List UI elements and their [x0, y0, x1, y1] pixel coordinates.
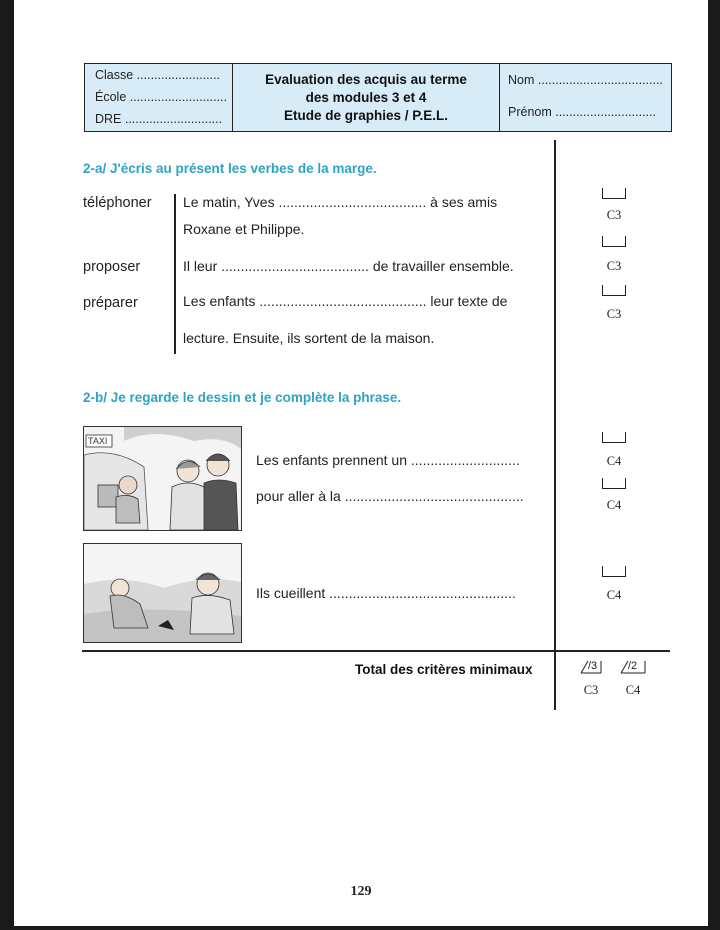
total-c3-label: C3: [583, 683, 599, 697]
criterion-label: C3: [606, 259, 622, 273]
total-c3-box[interactable]: [580, 660, 602, 674]
school-info: [85, 64, 233, 131]
section-b-title: 2-b/ Je regarde le dessin et je complète la phrase.: [83, 390, 402, 405]
total-c4-value: /2: [628, 660, 638, 672]
page-number: 129: [350, 884, 372, 899]
sentence-line: Ils cueillent ................................................: [256, 585, 516, 601]
verb-preparer: préparer: [83, 295, 138, 311]
student-info: [500, 64, 671, 131]
worksheet-page: [14, 0, 708, 926]
evaluation-title: Evaluation des acquis au terme des modules 3 et 4 Etude de graphies / P.E.L.: [233, 64, 500, 131]
sentence-line: Les enfants prennent un ............................: [256, 452, 520, 468]
taxi-sign: TAXI: [88, 436, 108, 446]
dre-field: DRE ............................: [95, 112, 223, 126]
nom-field: Nom ....................................: [508, 73, 663, 87]
sentence-line: Roxane et Philippe.: [183, 221, 305, 237]
criterion-label: C4: [606, 498, 622, 512]
score-box[interactable]: [602, 566, 626, 577]
margin-divider: [554, 140, 556, 710]
sentence-line: lecture. Ensuite, ils sortent de la maison.: [183, 330, 435, 346]
verb-proposer: proposer: [83, 259, 141, 275]
score-box[interactable]: [602, 236, 626, 247]
total-c4-box[interactable]: [620, 660, 646, 674]
taxi-drawing: [84, 427, 241, 530]
total-label: Total des critères minimaux: [355, 662, 533, 677]
criterion-label: C4: [606, 588, 622, 602]
picking-drawing: [84, 544, 241, 642]
header-table: [84, 63, 672, 132]
criterion-label: C3: [606, 208, 622, 222]
ecole-field: École ............................: [95, 90, 227, 104]
verb-margin-bar: [174, 194, 176, 354]
prenom-field: Prénom .............................: [508, 105, 656, 119]
sentence-line: pour aller à la ..............................................: [256, 488, 524, 504]
picking-illustration: [83, 543, 242, 643]
section-a-title: 2-a/ J'écris au présent les verbes de la marge.: [83, 161, 377, 176]
sentence-line: Les enfants ........................................... leur texte de: [183, 293, 508, 309]
verb-telephoner: téléphoner: [83, 195, 152, 211]
score-box[interactable]: [602, 478, 626, 489]
sentence-line: Il leur ...................................... de travailler ensemble.: [183, 258, 514, 274]
criterion-label: C3: [606, 307, 622, 321]
total-divider: [82, 650, 670, 652]
score-box[interactable]: [602, 285, 626, 296]
taxi-illustration: [83, 426, 242, 531]
sentence-line: Le matin, Yves ...................................... à ses amis: [183, 194, 498, 210]
score-box[interactable]: [602, 432, 626, 443]
score-box[interactable]: [602, 188, 626, 199]
classe-field: Classe ........................: [95, 68, 221, 82]
total-c4-label: C4: [625, 683, 641, 697]
total-c3-value: /3: [588, 660, 598, 672]
criterion-label: C4: [606, 454, 622, 468]
